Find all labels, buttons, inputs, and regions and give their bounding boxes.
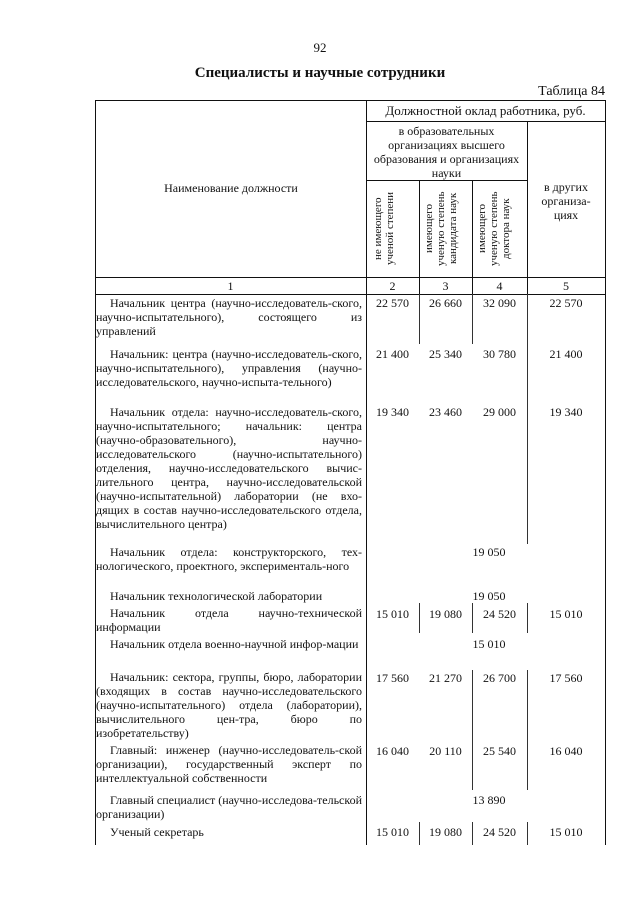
table-right-border	[605, 100, 606, 845]
header-doctor: имеющего ученую степень доктора наук	[476, 191, 512, 266]
column-divider	[366, 100, 367, 845]
row-merged-salary: 19 050	[472, 589, 506, 603]
column-divider	[419, 180, 420, 294]
row-other: 19 340	[549, 405, 583, 419]
row-doctor: 24 520	[483, 607, 516, 621]
header-candidate: имеющего ученую степень кандидата наук	[423, 191, 459, 266]
row-no-degree: 19 340	[376, 405, 409, 419]
row-no-degree: 15 010	[376, 607, 409, 621]
header-divider	[366, 180, 527, 181]
header-salary-group: Должностной оклад работника, руб.	[385, 103, 586, 118]
row-no-degree: 17 560	[376, 671, 409, 685]
header-position-name: Наименование должности	[164, 181, 298, 195]
row-merged-salary: 15 010	[472, 637, 506, 651]
header-divider	[366, 121, 605, 122]
row-doctor: 30 780	[483, 347, 516, 361]
row-position-name: Начальник технологической лаборатории	[110, 589, 323, 603]
column-number: 5	[563, 279, 569, 293]
row-position-name: Начальник отдела научно-технической информации	[96, 606, 362, 634]
row-position-name: Начальник: сектора, группы, бюро, лаборатории (входящих в состав научно-исследовательского (научно-испытательного) отдела (лаборатории), вычислительного цен-тра, бюро по изобретательству)	[96, 670, 362, 740]
row-candidate: 20 110	[429, 744, 462, 758]
row-doctor: 32 090	[483, 296, 516, 310]
header-bottom-border	[95, 277, 605, 278]
page-number: 92	[313, 40, 327, 55]
header-other-orgs: в других организа-циях	[541, 180, 591, 222]
row-other: 16 040	[549, 744, 583, 758]
row-other: 15 010	[549, 825, 583, 839]
table-label: Таблица 84	[538, 84, 605, 99]
header-higher-ed-group: в образовательных организациях высшего образования и организациях науки	[373, 124, 520, 180]
row-doctor: 26 700	[483, 671, 516, 685]
row-position-name: Начальник отдела военно-научной инфор-мации	[110, 637, 359, 651]
row-other: 17 560	[549, 671, 583, 685]
column-divider	[472, 180, 473, 294]
page-title: Специалисты и научные сотрудники	[194, 65, 446, 81]
row-candidate: 19 080	[429, 607, 462, 621]
column-number: 3	[442, 279, 449, 293]
row-position-name: Начальник центра (научно-исследователь-ского, научно-испытательного), состоящего из управлений	[96, 296, 362, 338]
column-number: 1	[227, 279, 234, 293]
row-candidate: 19 080	[429, 825, 462, 839]
row-no-degree: 21 400	[376, 347, 409, 361]
row-doctor: 29 000	[483, 405, 516, 419]
row-candidate: 23 460	[429, 405, 462, 419]
row-position-name: Начальник отдела: конструкторского, тех-нологического, проектного, эксперименталь-ного	[96, 545, 362, 573]
row-other: 22 570	[549, 296, 583, 310]
row-no-degree: 22 570	[376, 296, 409, 310]
row-position-name: Главный специалист (научно-исследова-тельской организации)	[96, 793, 363, 821]
row-candidate: 26 660	[429, 296, 462, 310]
row-no-degree: 15 010	[376, 825, 409, 839]
row-doctor: 25 540	[483, 744, 516, 758]
header-no-degree: не имеющего ученой степени	[372, 191, 396, 266]
row-no-degree: 16 040	[376, 744, 409, 758]
column-number: 4	[496, 279, 503, 293]
row-position-name: Начальник отдела: научно-исследователь-ского, научно-испытательного; начальник: центра (научно-образовательного), научно-исследовательского (научно-испытательного) отделения, научно-исследовательского вычис-лительного центра, научно-исследовательской (научно-испытательной) лаборатории (не вхо-дящих в состав научно-исследовательского отдела, вычислительного центра)	[96, 405, 362, 531]
row-position-name: Начальник: центра (научно-исследователь-ского, научно-испытательного), управления (научно-исследовательского, научно-испыта-тельного)	[96, 347, 362, 389]
row-position-name: Главный: инженер (научно-исследователь-ской организации), государственный эксперт по интеллектуальной собственности	[96, 743, 362, 785]
row-candidate: 25 340	[429, 347, 462, 361]
row-other: 21 400	[549, 347, 583, 361]
table-top-border	[95, 100, 605, 101]
colnum-bottom-border	[95, 294, 605, 295]
column-divider	[527, 121, 528, 294]
column-number: 2	[389, 279, 396, 293]
row-merged-salary: 19 050	[472, 545, 506, 559]
cell-divider	[527, 404, 528, 544]
row-merged-salary: 13 890	[472, 793, 506, 807]
row-doctor: 24 520	[483, 825, 516, 839]
row-other: 15 010	[549, 607, 583, 621]
row-candidate: 21 270	[429, 671, 462, 685]
row-position-name: Ученый секретарь	[110, 825, 204, 839]
